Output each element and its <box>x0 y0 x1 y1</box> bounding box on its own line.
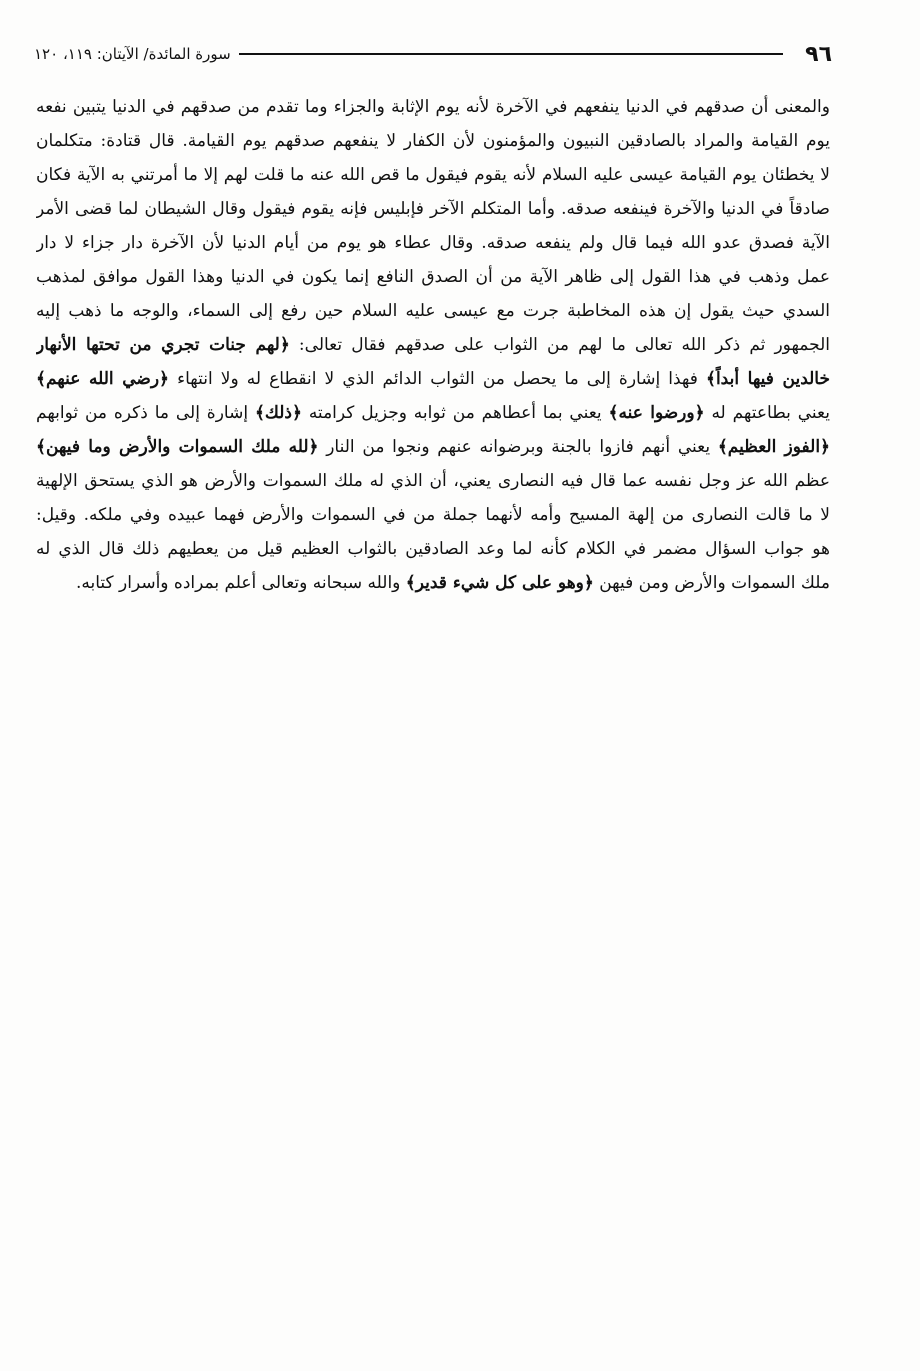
text-line <box>36 396 830 430</box>
text-line <box>36 566 830 600</box>
text-segment: لا يخطئان يوم القيامة عيسى عليه السلام لأنه يقوم فيقول ما قص الله عنه ما قلت لهم إلا ما أمرتني به الآية فكان <box>36 165 830 185</box>
text-line <box>36 464 830 498</box>
quran-quote: ﴿رضي الله عنهم﴾ <box>36 369 170 389</box>
quran-quote: ﴿ذلك﴾ <box>254 403 302 423</box>
text-segment: يعني أنهم فازوا بالجنة وبرضوانه عنهم ونجوا من النار <box>318 437 718 457</box>
text-line <box>36 124 830 158</box>
text-segment: والله سبحانه وتعالى أعلم بمراده وأسرار كتابه. <box>75 573 406 593</box>
text-segment: عظم الله عز وجل نفسه عما قال فيه النصارى يعني، أن الذي له ملك السموات والأرض هو الذي يستحق الإلهية <box>36 471 830 491</box>
running-header <box>34 38 832 70</box>
text-segment: هو جواب السؤال مضمر في الكلام كأنه لما وعد الصادقين بالثواب العظيم قيل من يعطيهم ذلك قال الذي له <box>36 539 830 559</box>
chapter-title: سورة المائدة/ الآيتان: ١١٩، ١٢٠ <box>34 45 231 63</box>
text-segment: الآية فصدق عدو الله فيما قال ولم ينفعه صدقه. وقال عطاء هو يوم من أيام الدنيا لأن الآخرة دار جزاء لا دار <box>36 233 830 253</box>
text-segment: ملك السموات والأرض ومن فيهن <box>593 573 830 593</box>
page-number: ٩٦ <box>805 41 832 67</box>
text-line <box>36 430 830 464</box>
quran-quote: خالدين فيها أبداً﴾ <box>705 369 830 389</box>
text-line <box>36 260 830 294</box>
quran-quote: ﴿الفوز العظيم﴾ <box>717 437 830 457</box>
text-segment: يوم القيامة والمراد بالصادقين النبيون والمؤمنون لأن الكفار لا ينفعهم صدقهم يوم القيامة. قال قتادة: متكلمان <box>36 131 830 151</box>
text-segment: إشارة إلى ما ذكره من ثوابهم <box>36 403 255 423</box>
text-line <box>36 532 830 566</box>
text-segment: والمعنى أن صدقهم في الدنيا ينفعهم في الآخرة لأنه يوم الإثابة والجزاء وما تقدم من صدقهم في الدنيا يتبين نفعه <box>36 97 830 117</box>
text-segment: يعني بما أعطاهم من ثوابه وجزيل كرامته <box>301 403 609 423</box>
text-segment: صادقاً في الدنيا والآخرة فينفعه صدقه. وأما المتكلم الآخر فإبليس فإنه يقوم فيقول وقال الشيطان لما قضى الأمر <box>36 199 830 219</box>
text-line <box>36 498 830 532</box>
text-segment: لا ما قالت النصارى من إلهة المسيح وأمه لأنهما جملة من في السموات والأرض فهما عبيده وفي ملكه. وقيل: <box>36 505 830 525</box>
text-segment: يعني بطاعتهم له <box>704 403 830 423</box>
quran-quote: ﴿ورضوا عنه﴾ <box>608 403 705 423</box>
text-line <box>36 90 830 124</box>
text-line <box>36 362 830 396</box>
quran-quote: ﴿لهم جنات تجري من تحتها الأنهار <box>36 335 290 355</box>
header-rule <box>239 53 783 55</box>
text-segment: السدي حيث يقول إن هذه المخاطبة جرت مع عيسى عليه السلام حين رفع إلى السماء، والوجه ما ذهب إليه <box>36 301 830 321</box>
quran-quote: ﴿لله ملك السموات والأرض وما فيهن﴾ <box>36 437 319 457</box>
text-segment: فهذا إشارة إلى ما يحصل من الثواب الدائم الذي لا انقطاع له ولا انتهاء <box>169 369 706 389</box>
quran-quote: ﴿وهو على كل شيء قدير﴾ <box>405 573 594 593</box>
text-segment: عمل وذهب في هذا القول إلى ظاهر الآية من أن الصدق النافع إنما يكون في الدنيا وهذا القول موافق لمذهب <box>36 267 830 287</box>
text-line <box>36 328 830 362</box>
text-line <box>36 158 830 192</box>
text-line <box>36 192 830 226</box>
body-text <box>36 90 830 600</box>
text-line <box>36 226 830 260</box>
text-line <box>36 294 830 328</box>
text-segment: الجمهور ثم ذكر الله تعالى ما لهم من الثواب على صدقهم فقال تعالى: <box>289 335 830 355</box>
